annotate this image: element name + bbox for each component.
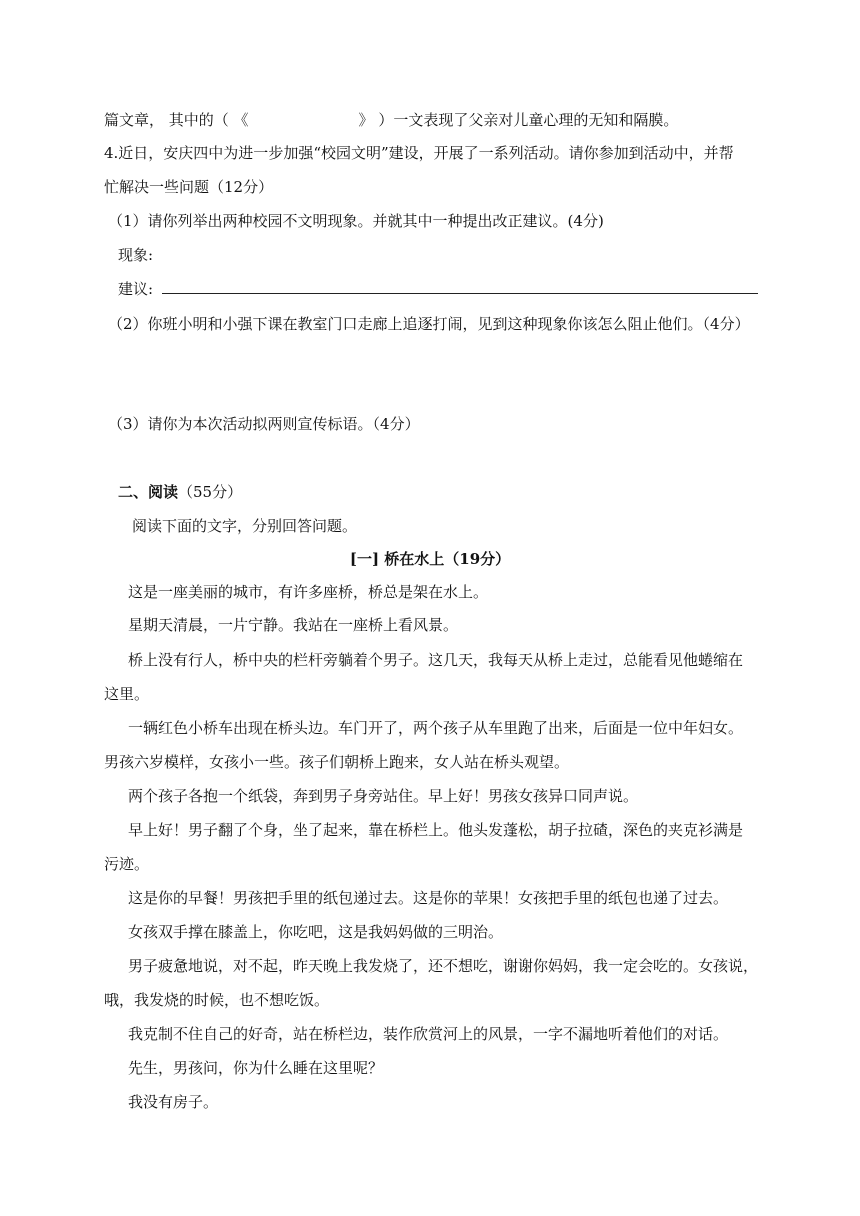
paragraph-4-line-2: 男孩六岁模样，女孩小一些。孩子们朝桥上跑来，女人站在桥头观望。 xyxy=(104,753,570,771)
suggestion-label: 建议: xyxy=(118,280,154,298)
paragraph-3-line-1: 桥上没有行人，桥中央的栏杆旁躺着个男子。这几天，我每天从桥上走过，总能看见他蜷缩在 xyxy=(128,651,744,669)
phenomenon-label: 现象: xyxy=(118,246,154,264)
paragraph-9-line-1: 男子疲惫地说，对不起，昨天晚上我发烧了，还不想吃，谢谢你妈妈，我一定会吃的。女孩说， xyxy=(128,957,759,975)
paragraph-10: 我克制不住自己的好奇，站在桥栏边，装作欣赏河上的风景，一字不漏地听着他们的对话。 xyxy=(128,1025,729,1043)
q4-sub-2: （2）你班小明和小强下课在教室门口走廊上追逐打闹，见到这种现象你该怎么阻止他们。（4分） xyxy=(108,315,750,333)
paragraph-8: 女孩双手撑在膝盖上，你吃吧，这是我妈妈做的三明治。 xyxy=(128,923,504,941)
q4-line-1: 4.近日，安庆四中为进一步加强“校园文明”建设，开展了一系列活动。请你参加到活动中，并帮 xyxy=(104,144,734,162)
q3-tail-before: 篇文章， 其中的（ 《 xyxy=(104,111,249,129)
paragraph-4-line-1: 一辆红色小桥车出现在桥头边。车门开了，两个孩子从车里跑了出来，后面是一位中年妇女。 xyxy=(128,719,744,737)
q4-sub-1: （1）请你列举出两种校园不文明现象。并就其中一种提出改正建议。(4分) xyxy=(108,212,604,230)
paragraph-6-line-2: 污迹。 xyxy=(104,855,150,873)
paragraph-7: 这是你的早餐！男孩把手里的纸包递过去。这是你的苹果！女孩把手里的纸包也递了过去。 xyxy=(128,889,729,907)
section-2-heading-title: 二、阅读 xyxy=(118,483,179,501)
paragraph-6-line-1: 早上好！男子翻了个身，坐了起来，靠在桥栏上。他头发蓬松，胡子拉碴，深色的夹克衫满是 xyxy=(128,821,744,839)
section-2-heading xyxy=(118,482,242,502)
q3-tail-after: 》 ）一文表现了父亲对儿童心理的无知和隔膜。 xyxy=(358,111,679,129)
q4-line-2: 忙解决一些问题（12分） xyxy=(104,178,274,196)
paragraph-11: 先生，男孩问，你为什么睡在这里呢？ xyxy=(128,1059,384,1077)
paragraph-5: 两个孩子各抱一个纸袋，奔到男子身旁站住。早上好！男孩女孩异口同声说。 xyxy=(128,787,639,805)
paragraph-2: 星期天清晨，一片宁静。我站在一座桥上看风景。 xyxy=(128,616,459,634)
paragraph-1: 这是一座美丽的城市，有许多座桥，桥总是架在水上。 xyxy=(128,583,489,601)
suggestion-answer-line[interactable] xyxy=(162,293,758,294)
q3-tail-line xyxy=(104,110,678,130)
passage-title: [一] 桥在水上（19分） xyxy=(349,550,511,568)
section-2-heading-score: （55分） xyxy=(178,483,243,501)
reading-instruction: 阅读下面的文字，分别回答问题。 xyxy=(132,517,358,535)
paragraph-9-line-2: 哦，我发烧的时候，也不想吃饭。 xyxy=(104,991,330,1009)
paragraph-12: 我没有房子。 xyxy=(128,1093,219,1111)
q4-sub-3: （3）请你为本次活动拟两则宣传标语。（4分） xyxy=(108,415,420,433)
paragraph-3-line-2: 这里。 xyxy=(104,685,150,703)
